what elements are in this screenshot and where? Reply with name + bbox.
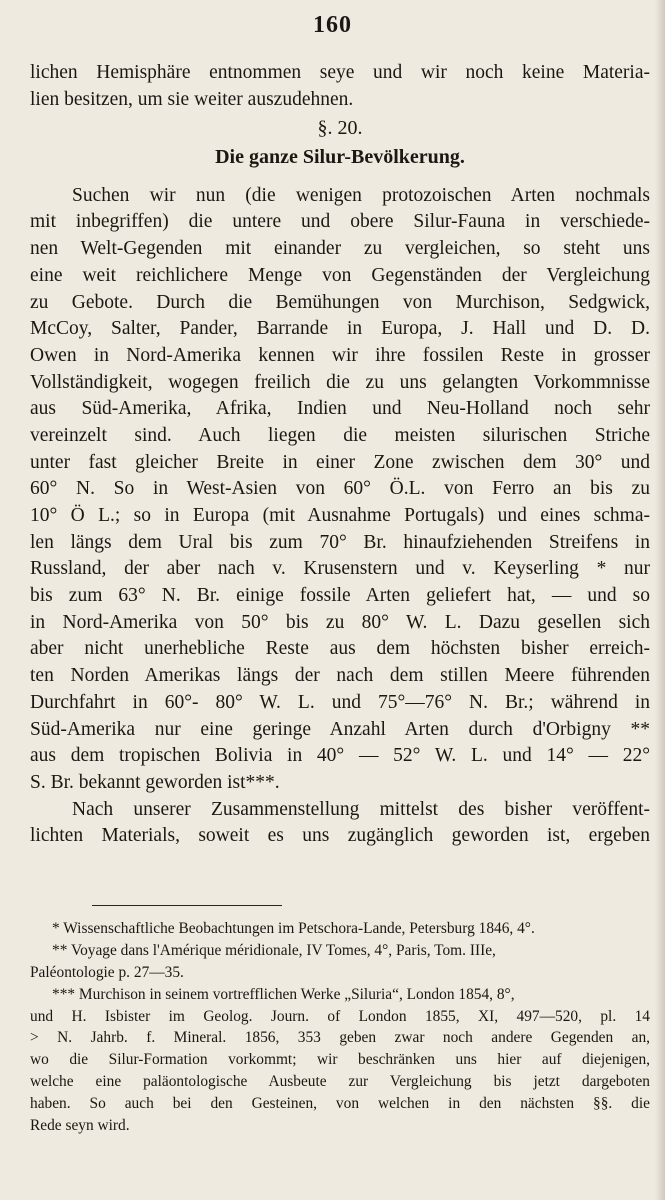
paragraph-2	[30, 797, 650, 850]
text-line: Owen in Nord-Amerika kennen wir ihre fossilen Reste in grosser	[30, 344, 650, 366]
footnotes	[30, 918, 650, 1137]
text-line: Russland, der aber nach v. Krusenstern und v. Keyserling * nur	[30, 558, 650, 580]
text-line: nen Welt-Gegenden mit einander zu vergleichen, so steht uns	[30, 238, 650, 260]
text-line: aus dem tropischen Bolivia in 40° — 52° W. L. und 14° — 22°	[30, 745, 650, 767]
text-line: S. Br. bekannt geworden ist***.	[30, 771, 280, 793]
text-line: vereinzelt sind. Auch liegen die meisten silurischen Striche	[30, 424, 650, 446]
text-line: Süd-Amerika nur eine geringe Anzahl Arten durch d'Orbigny **	[30, 718, 650, 740]
main-text	[30, 60, 650, 850]
footnote-line: wo die Silur-Formation vorkommt; wir beschränken uns hier auf diejenigen,	[30, 1051, 650, 1069]
text-line: Nach unserer Zusammenstellung mittelst des bisher veröffent-	[72, 798, 650, 820]
section-label: §. 20.	[317, 117, 363, 140]
footnote-divider	[92, 905, 282, 906]
text-line: zu Gebote. Durch die Bemühungen von Murchison, Sedgwick,	[30, 291, 650, 313]
text-line: eine weit reichlichere Menge von Gegenständen der Vergleichung	[30, 264, 650, 286]
paragraph-1	[30, 183, 650, 797]
footnote-line: ** Voyage dans l'Amérique méridionale, IV Tomes, 4°, Paris, Tom. IIIe,	[52, 941, 496, 959]
footnote-line: und H. Isbister im Geolog. Journ. of London 1855, XI, 497—520, pl. 14	[30, 1007, 650, 1025]
text-line: ten Norden Amerikas längs der nach dem stillen Meere führenden	[30, 665, 650, 687]
footnote-line: * Wissenschaftliche Beobachtungen im Petschora-Lande, Petersburg 1846, 4°.	[52, 920, 535, 937]
text-line: len längs dem Ural bis zum 70° Br. hinaufziehenden Streifens in	[30, 531, 650, 553]
footnote-line: > N. Jahrb. f. Mineral. 1856, 353 geben zwar noch andere Gegenden an,	[30, 1029, 650, 1047]
text-line: lichen Hemisphäre entnommen seye und wir noch keine Materia-	[30, 62, 650, 83]
text-line: aus Süd-Amerika, Afrika, Indien und Neu-Holland noch sehr	[30, 398, 650, 420]
text-line: mit inbegriffen) die untere und obere Silur-Fauna in verschiede-	[30, 211, 650, 233]
footnote-line: *** Murchison in seinem vortrefflichen Werke „Siluria“, London 1854, 8°,	[52, 985, 515, 1003]
text-line: lichten Materials, soweit es uns zugänglich geworden ist, ergeben	[30, 825, 650, 847]
text-line: 10° Ö L.; so in Europa (mit Ausnahme Portugals) und eines schma-	[30, 505, 650, 526]
footnote-line: welche eine paläontologische Ausbeute zur Vergleichung bis jetzt dargeboten	[30, 1073, 650, 1091]
text-line: in Nord-Amerika von 50° bis zu 80° W. L. Dazu gesellen sich	[30, 611, 650, 633]
footnote-line: Rede seyn wird.	[30, 1117, 130, 1135]
section-heading: Die ganze Silur-Bevölkerung.	[215, 146, 465, 169]
text-line: 60° N. So in West-Asien von 60° Ö.L. von Ferro an bis zu	[30, 478, 650, 500]
text-line: unter fast gleicher Breite in einer Zone zwischen dem 30° und	[30, 451, 650, 473]
text-line: Durchfahrt in 60°- 80° W. L. und 75°—76° N. Br.; während in	[30, 691, 650, 713]
page-number: 160	[313, 12, 352, 38]
text-line: McCoy, Salter, Pander, Barrande in Europa, J. Hall und D. D.	[30, 318, 650, 340]
footnote-line: Paléontologie p. 27—35.	[30, 963, 184, 981]
text-line: Vollständigkeit, wogegen freilich die zu uns gelangten Vorkommnisse	[30, 371, 650, 393]
text-line: bis zum 63° N. Br. einige fossile Arten geliefert hat, — und so	[30, 585, 650, 607]
footnote-line: haben. So auch bei den Gesteinen, von welchen in den nächsten §§. die	[30, 1095, 650, 1113]
text-line: Suchen wir nun (die wenigen protozoischen Arten nochmals	[72, 184, 650, 206]
page-edge-shadow	[655, 0, 665, 1200]
text-line: aber nicht unerhebliche Reste aus dem höchsten bisher erreich-	[30, 638, 650, 660]
text-line: lien besitzen, um sie weiter auszudehnen.	[30, 88, 354, 110]
